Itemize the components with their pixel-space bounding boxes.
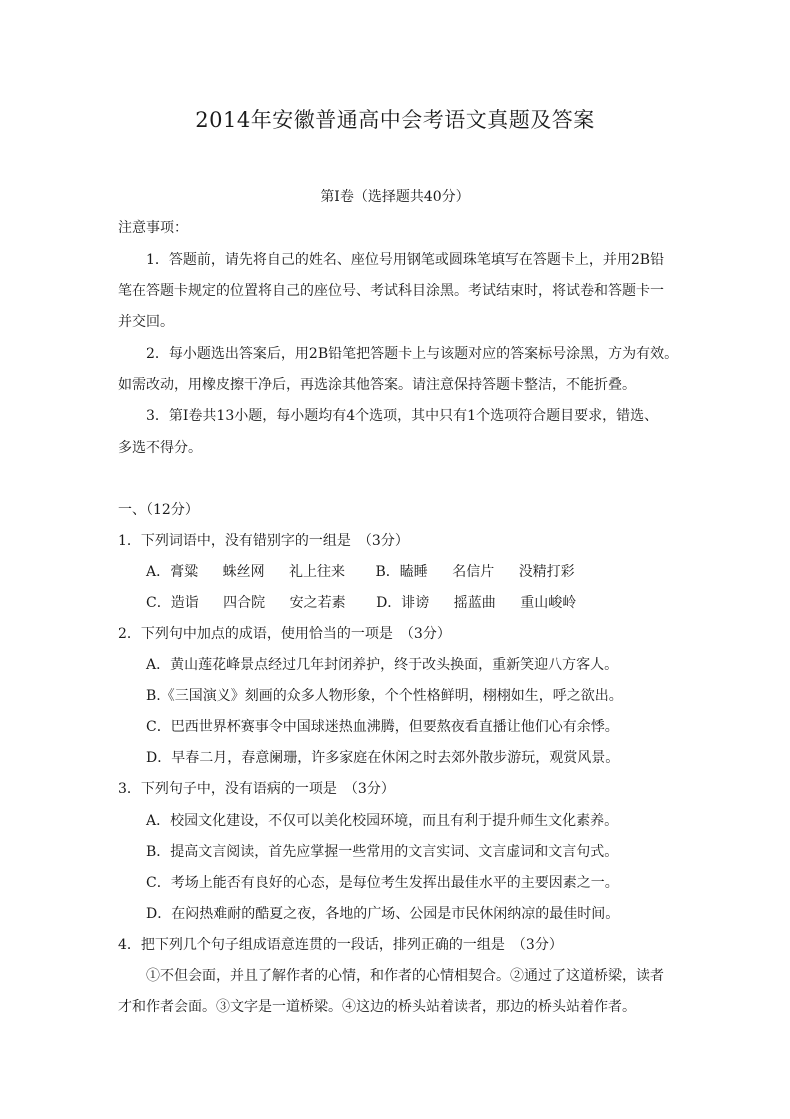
q1-option-a-3: 礼上往来	[289, 564, 346, 580]
q3-option-b: B．提高文言阅读，首先应掌握一些常用的文言实词、文言虚词和文言句式。	[146, 844, 619, 860]
note-2-line-2: 如需改动，用橡皮擦干净后，再选涂其他答案。请注意保持答题卡整洁，不能折叠。	[118, 377, 636, 393]
q1-option-d-2: 摇蓝曲	[453, 595, 496, 611]
q1-option-b-1: B．瞌睡	[375, 564, 428, 580]
question-3-stem: 3．下列句子中，没有语病的一项是 （3分）	[118, 781, 395, 797]
part-heading: 第Ⅰ卷（选择题共40分）	[320, 189, 470, 205]
q1-option-a-1: A．膏粱	[146, 564, 199, 580]
question-1-options-row-1	[146, 562, 595, 582]
q1-option-c-3: 安之若素	[289, 595, 346, 611]
q3-option-d: D．在闷热难耐的酷夏之夜，各地的广场、公园是市民休闲纳凉的最佳时间。	[146, 906, 620, 922]
q2-option-d: D．早春二月，春意阑珊，许多家庭在休闲之时去郊外散步游玩，观赏风景。	[146, 750, 620, 766]
q3-option-a: A．校园文化建设，不仅可以美化校园环境，而且有利于提升师生文化素养。	[146, 813, 619, 829]
q1-option-d-3: 重山峻岭	[520, 595, 577, 611]
document-title: 2014年安徽普通高中会考语文真题及答案	[195, 108, 595, 132]
q2-option-b: B.《三国演义》刻画的众多人物形象，个个性格鲜明，栩栩如生，呼之欲出。	[146, 688, 623, 704]
question-2-stem: 2．下列句中加点的成语，使用恰当的一项是 （3分）	[118, 626, 451, 642]
question-4-stem: 4．把下列几个句子组成语意连贯的一段话，排列正确的一组是 （3分）	[118, 937, 563, 953]
q2-option-c: C．巴西世界杯赛事令中国球迷热血沸腾，但要熬夜看直播让他们心有余悸。	[146, 719, 619, 735]
note-1-line-1: 1．答题前，请先将自己的姓名、座位号用钢笔或圆珠笔填写在答题卡上，并用2B铅	[146, 252, 665, 268]
q1-option-d-1: D．诽谤	[376, 595, 430, 611]
q3-option-c: C．考场上能否有良好的心态，是每位考生发挥出最佳水平的主要因素之一。	[146, 875, 619, 891]
note-1-line-3: 并交回。	[118, 314, 174, 330]
note-1-line-2: 笔在答题卡规定的位置将自己的座位号、考试科目涂黑。考试结束时，将试卷和答题卡一	[118, 283, 664, 299]
q4-passage-line-2: 才和作者会面。③文字是一道桥梁。④这边的桥头站着读者，那边的桥头站着作者。	[118, 999, 636, 1015]
notes-label: 注意事项：	[118, 220, 188, 236]
q1-option-c-1: C．造诣	[146, 595, 199, 611]
q4-passage-line-1: ①不但会面，并且了解作者的心情，和作者的心情相契合。②通过了这道桥梁，读者	[146, 968, 664, 984]
note-3-line-1: 3．第Ⅰ卷共13小题，每小题均有4个选项，其中只有1个选项符合题目要求，错选、	[146, 408, 659, 424]
section-1-heading: 一、（12分）	[118, 502, 199, 518]
q1-option-b-2: 名信片	[452, 564, 495, 580]
note-3-line-2: 多选不得分。	[118, 440, 202, 456]
q1-option-a-2: 蛛丝网	[222, 564, 265, 580]
q1-option-c-2: 四合院	[223, 595, 266, 611]
q1-option-b-3: 没精打彩	[518, 564, 575, 580]
question-1-stem: 1．下列词语中，没有错别字的一组是 （3分）	[118, 533, 409, 549]
note-2-line-1: 2．每小题选出答案后，用2B铅笔把答题卡上与该题对应的答案标号涂黑，方为有效。	[146, 346, 679, 362]
q2-option-a: A．黄山莲花峰景点经过几年封闭养护，终于改头换面，重新笑迎八方客人。	[146, 657, 619, 673]
question-1-options-row-2	[146, 593, 596, 613]
